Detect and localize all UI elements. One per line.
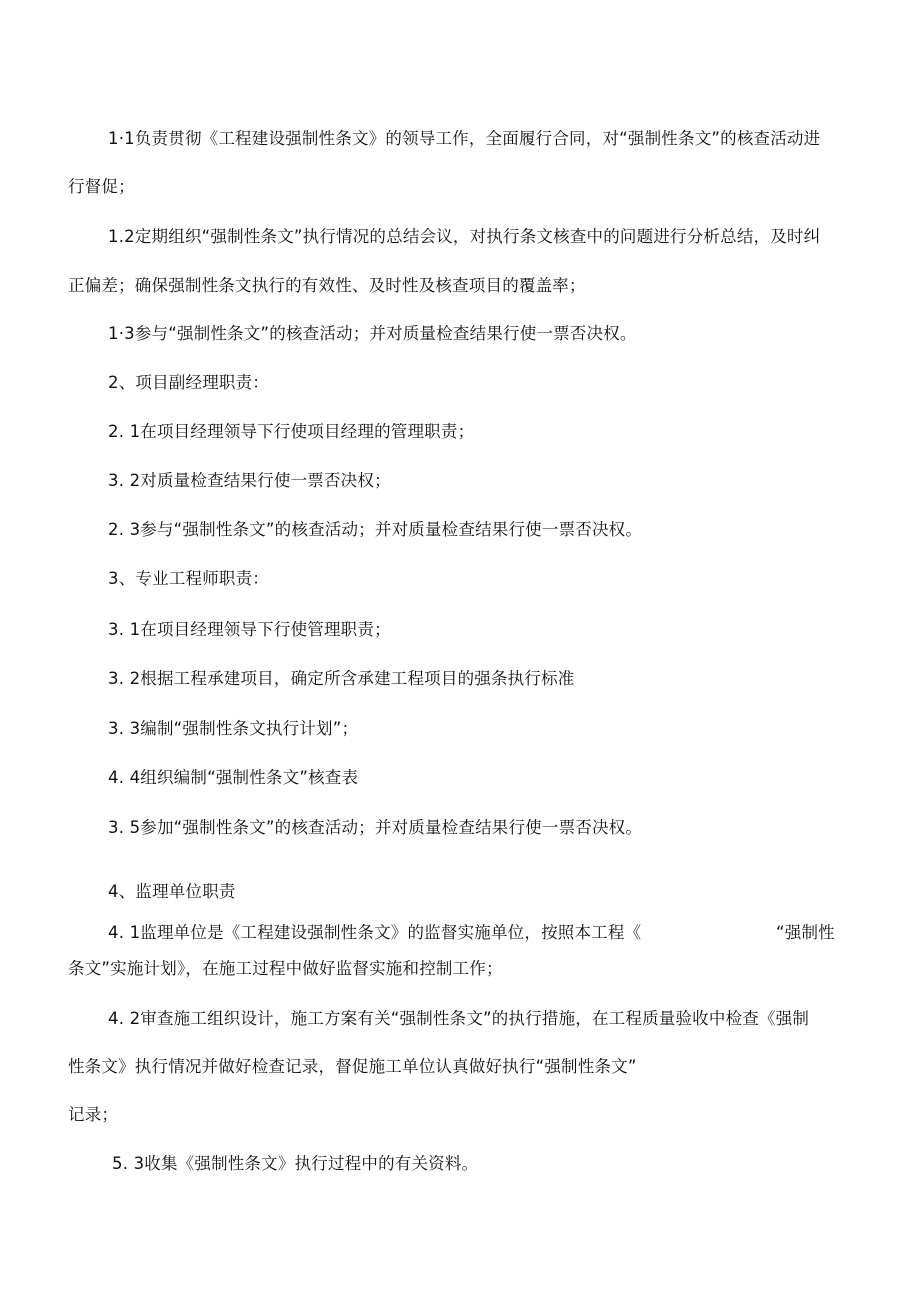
paragraph-3-1: 3. 1在项目经理领导下行使管理职责； xyxy=(108,620,391,639)
paragraph-2-3: 2. 3参与“强制性条文”的核查活动；并对质量检查结果行使一票否决权。 xyxy=(108,520,643,539)
paragraph-1-2-line-1: 1.2定期组织“强制性条文”执行情况的总结会议，对执行条文核查中的问题进行分析总结，及时纠 xyxy=(108,227,821,246)
paragraph-1-2-line-2: 正偏差；确保强制性条文执行的有效性、及时性及核查项目的覆盖率； xyxy=(68,276,586,295)
section-3-heading: 3、专业工程师职责： xyxy=(108,569,269,588)
paragraph-4-2-line-1: 4. 2审查施工组织设计，施工方案有关“强制性条文”的执行措施，在工程质量验收中检查《强制 xyxy=(108,1009,810,1028)
paragraph-3-3: 3. 3编制“强制性条文执行计划”； xyxy=(108,719,359,738)
paragraph-4-1-line-1: 4. 1监理单位是《工程建设强制性条文》的监督实施单位，按照本工程《 xyxy=(108,923,642,942)
paragraph-2-1: 2. 1在项目经理领导下行使项目经理的管理职责； xyxy=(108,422,475,441)
paragraph-3-2: 3. 2根据工程承建项目，确定所含承建工程项目的强条执行标准 xyxy=(108,669,575,688)
paragraph-3-5: 3. 5参加“强制性条文”的核查活动；并对质量检查结果行使一票否决权。 xyxy=(108,818,643,837)
section-4-heading: 4、监理单位职责 xyxy=(108,882,236,901)
paragraph-2-2: 3. 2对质量检查结果行使一票否决权； xyxy=(108,471,391,490)
paragraph-1-1-line-2: 行督促； xyxy=(68,177,135,196)
paragraph-1-1-line-1: 1·1负责贯彻《工程建设强制性条文》的领导工作，全面履行合同，对“强制性条文”的核查活动进 xyxy=(108,129,821,148)
paragraph-1-3: 1·3参与“强制性条文”的核查活动；并对质量检查结果行使一票否决权。 xyxy=(108,324,637,343)
paragraph-4-1-line-2: 条文”实施计划》，在施工过程中做好监督实施和控制工作； xyxy=(68,959,503,978)
paragraph-3-4: 4. 4组织编制“强制性条文”核查表 xyxy=(108,768,359,787)
paragraph-4-2-line-3: 记录； xyxy=(68,1105,119,1124)
paragraph-4-2-line-2: 性条文》执行情况并做好检查记录，督促施工单位认真做好执行“强制性条文” xyxy=(68,1057,637,1076)
paragraph-4-1-line-1-end: “强制性 xyxy=(776,923,835,942)
paragraph-5-3: 5. 3收集《强制性条文》执行过程中的有关资料。 xyxy=(112,1154,479,1173)
section-2-heading: 2、项目副经理职责： xyxy=(108,373,269,392)
